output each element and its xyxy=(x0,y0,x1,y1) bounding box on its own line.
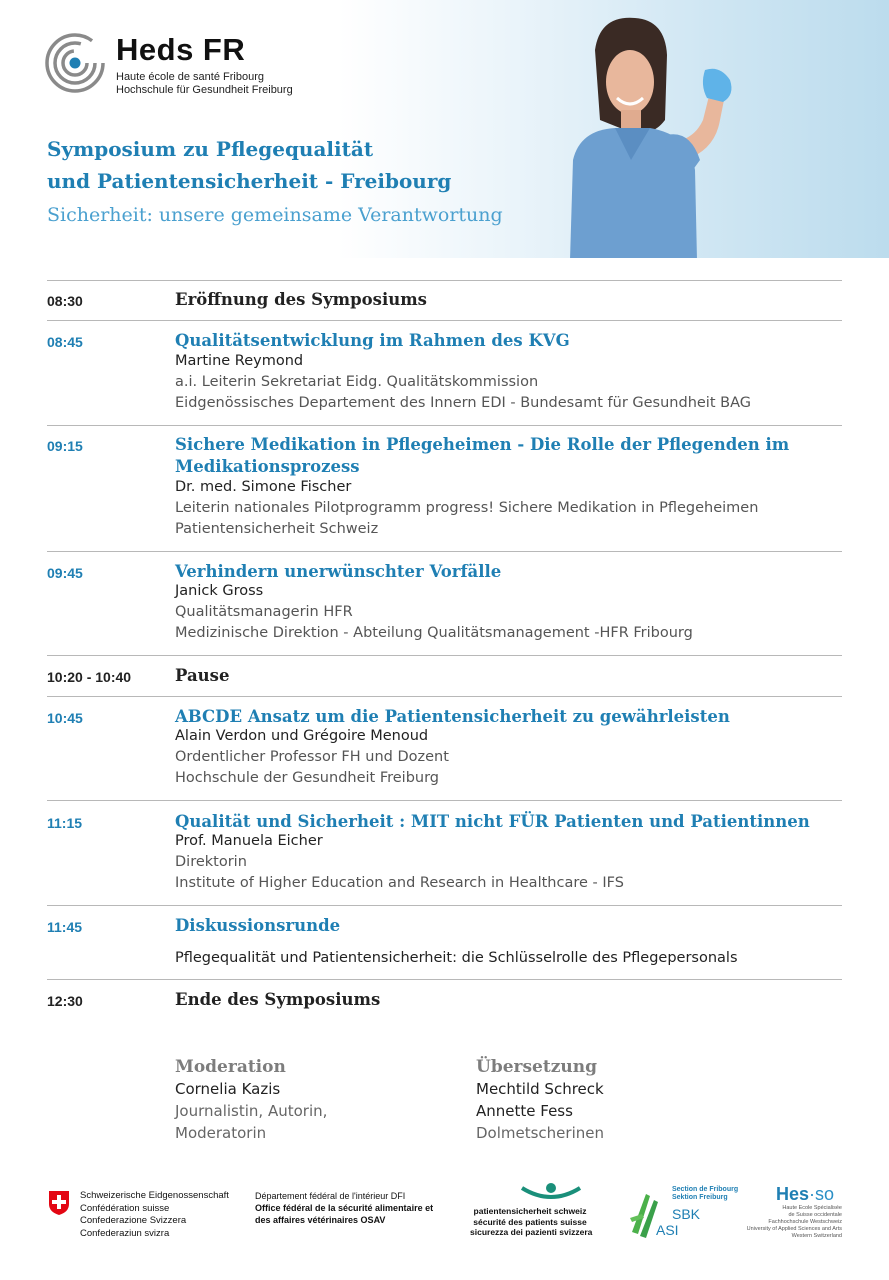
sbk-section-line: Section de Fribourg xyxy=(672,1186,739,1193)
item-detail: Medizinische Direktion - Abteilung Qualitätsmanagement -HFR Fribourg xyxy=(175,625,693,641)
translator-role: Dolmetscherinen xyxy=(476,1124,604,1142)
divider xyxy=(47,425,842,426)
item-time: 09:45 xyxy=(47,565,83,581)
item-title: Ende des Symposiums xyxy=(175,990,381,1009)
moderator-role: Journalistin, Autorin, xyxy=(175,1102,328,1120)
swiss-shield-icon xyxy=(48,1190,70,1216)
dept-line: des affaires vétérinaires OSAV xyxy=(255,1215,386,1225)
item-speaker: Janick Gross xyxy=(175,583,264,599)
ps-line: patientensicherheit schweiz xyxy=(473,1206,587,1216)
divider xyxy=(47,280,842,281)
page-title-line2: und Patientensicherheit - Freibourg xyxy=(47,169,452,193)
dept-line: Département fédéral de l'intérieur DFI xyxy=(255,1191,406,1201)
item-speaker: Dr. med. Simone Fischer xyxy=(175,479,352,495)
translation-heading: Übersetzung xyxy=(476,1057,597,1077)
item-speaker: Alain Verdon und Grégoire Menoud xyxy=(175,728,429,744)
hes-line: de Suisse occidentale xyxy=(788,1212,842,1218)
confederation-text xyxy=(80,1190,229,1240)
item-detail: a.i. Leiterin Sekretariat Eidg. Qualitätskommission xyxy=(175,374,539,390)
header-banner xyxy=(0,0,889,258)
dfi-osav-text xyxy=(255,1190,433,1226)
logo-subtitle-de: Hochschule für Gesundheit Freiburg xyxy=(116,84,293,96)
item-title: Sichere Medikation in Pflegeheimen - Die Rolle der Pflegenden im xyxy=(175,435,790,454)
item-title: Eröffnung des Symposiums xyxy=(175,290,427,309)
nurse-photo xyxy=(555,10,765,258)
hes-suffix: ·so xyxy=(809,1184,835,1204)
item-time: 08:30 xyxy=(47,293,83,309)
item-title: ABCDE Ansatz um die Patientensicherheit zu gewährleisten xyxy=(175,707,730,726)
item-time: 09:15 xyxy=(47,438,83,454)
divider xyxy=(47,696,842,697)
item-detail: Eidgenössisches Departement des Innern EDI - Bundesamt für Gesundheit BAG xyxy=(175,395,751,411)
item-speaker: Prof. Manuela Eicher xyxy=(175,833,323,849)
item-time: 10:45 xyxy=(47,710,83,726)
sbk-section-text xyxy=(672,1186,738,1202)
patient-safety-logo-icon xyxy=(520,1180,582,1204)
hes-line: Haute Ecole Spécialisée xyxy=(782,1205,842,1211)
moderator-name: Cornelia Kazis xyxy=(175,1080,281,1098)
asi-label: ASI xyxy=(656,1222,679,1238)
item-title: Medikationsprozess xyxy=(175,457,360,476)
dept-line: Office fédéral de la sécurité alimentaire et xyxy=(255,1203,434,1213)
item-detail: Ordentlicher Professor FH und Dozent xyxy=(175,749,449,765)
item-title: Qualitätsentwicklung im Rahmen des KVG xyxy=(175,331,570,350)
item-detail: Direktorin xyxy=(175,854,247,870)
item-time: 12:30 xyxy=(47,993,83,1009)
item-time: 11:45 xyxy=(47,919,83,935)
divider xyxy=(47,320,842,321)
item-detail: Qualitätsmanagerin HFR xyxy=(175,604,353,620)
hes-so-logo xyxy=(776,1184,834,1205)
confed-line: Confederaziun svizra xyxy=(80,1227,170,1239)
confed-line: Confederazione Svizzera xyxy=(80,1215,187,1226)
item-time: 11:15 xyxy=(47,815,83,831)
patient-safety-text xyxy=(470,1206,593,1238)
ps-line: sécurité des patients suisse xyxy=(473,1216,587,1227)
item-detail: Leiterin nationales Pilotprogramm progress! Sichere Medikation in Pflegeheimen xyxy=(175,500,759,516)
hes-line: Fachhochschule Westschweiz xyxy=(768,1219,842,1225)
hes-so-text xyxy=(740,1205,842,1240)
item-title: Verhindern unerwünschter Vorfälle xyxy=(175,562,502,581)
item-detail: Patientensicherheit Schweiz xyxy=(175,521,379,537)
item-speaker: Martine Reymond xyxy=(175,353,304,369)
item-detail: Hochschule der Gesundheit Freiburg xyxy=(175,770,440,786)
item-time: 08:45 xyxy=(47,334,83,350)
item-title: Pause xyxy=(175,666,230,685)
hes-name: Hes xyxy=(776,1184,810,1204)
moderator-role: Moderatorin xyxy=(175,1124,267,1142)
hes-line: University of Applied Sciences and Arts xyxy=(746,1226,842,1232)
moderation-heading: Moderation xyxy=(175,1057,286,1077)
page-subtitle: Sicherheit: unsere gemeinsame Verantwortung xyxy=(47,204,503,226)
page-title-line1: Symposium zu Pflegequalität xyxy=(47,137,374,161)
sbk-section-line: Sektion Freiburg xyxy=(672,1194,728,1201)
item-speaker: Pflegequalität und Patientensicherheit: die Schlüsselrolle des Pflegepersonals xyxy=(175,950,738,966)
divider xyxy=(47,800,842,801)
heds-logo-mark-icon xyxy=(44,32,106,94)
sbk-label: SBK xyxy=(672,1206,701,1222)
item-detail: Institute of Higher Education and Research in Healthcare - IFS xyxy=(175,875,624,891)
logo-name: Heds FR xyxy=(116,32,246,67)
divider xyxy=(47,551,842,552)
ps-line: sicurezza dei pazienti svizzera xyxy=(470,1227,593,1237)
logo-subtitle-fr: Haute école de santé Fribourg xyxy=(116,71,264,83)
divider xyxy=(47,979,842,980)
divider xyxy=(47,905,842,906)
item-time: 10:20 - 10:40 xyxy=(47,669,132,685)
confed-line: Schweizerische Eidgenossenschaft xyxy=(80,1190,229,1201)
hes-line: Western Switzerland xyxy=(791,1233,842,1239)
translator-name: Mechtild Schreck xyxy=(476,1080,604,1098)
item-title: Diskussionsrunde xyxy=(175,916,341,935)
divider xyxy=(47,655,842,656)
translator-name: Annette Fess xyxy=(476,1102,573,1120)
item-title: Qualität und Sicherheit : MIT nicht FÜR Patienten und Patientinnen xyxy=(175,812,810,831)
confed-line: Confédération suisse xyxy=(80,1202,170,1214)
heds-fr-logo xyxy=(44,32,314,104)
